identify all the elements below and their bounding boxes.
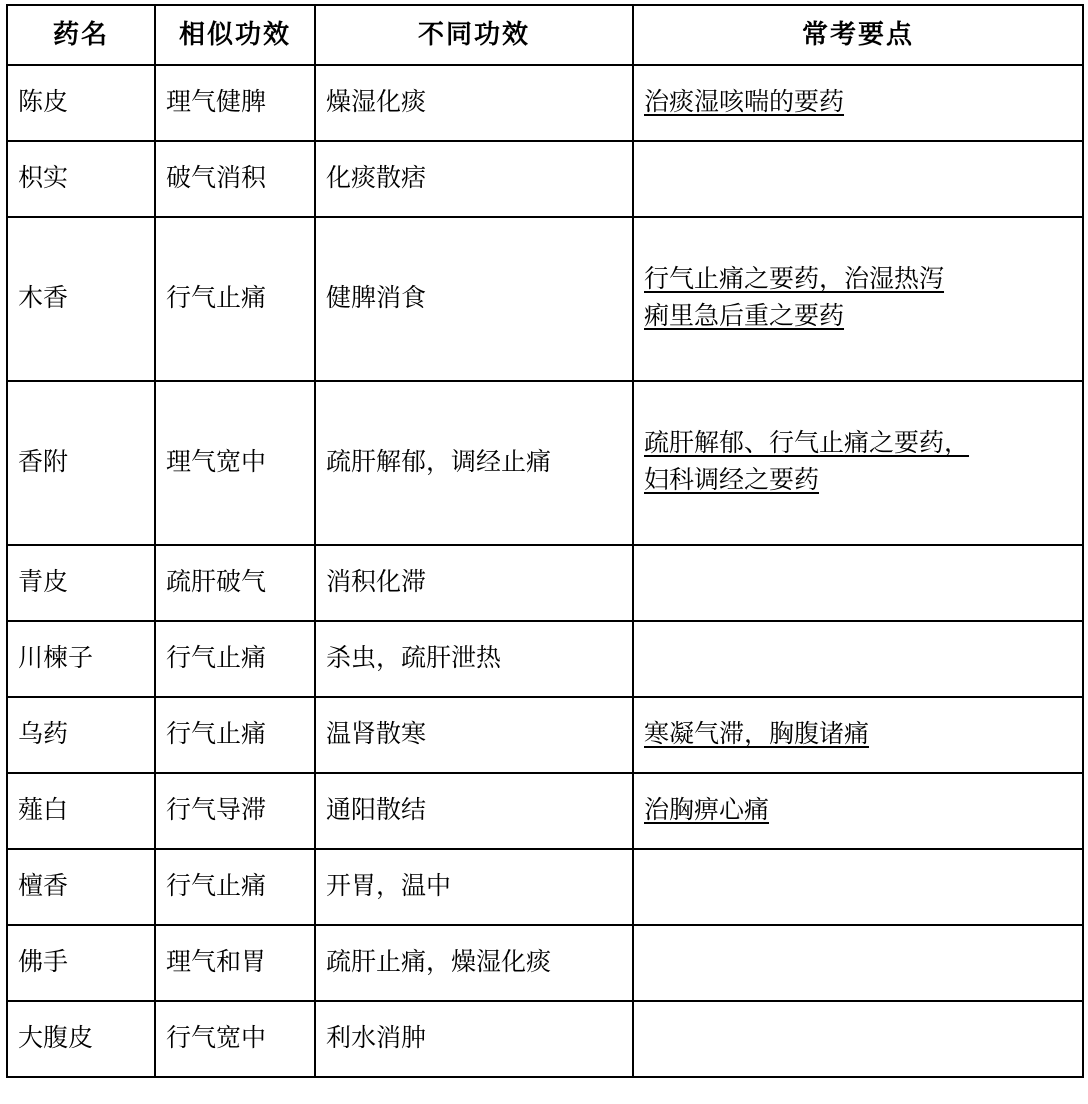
cell-key-points <box>633 1001 1083 1077</box>
key-point-text: 行气止痛之要药，治湿热泻 <box>644 266 945 294</box>
cell-similar-effect: 行气导滞 <box>155 773 315 849</box>
cell-similar-effect: 理气和胃 <box>155 925 315 1001</box>
cell-different-effect: 燥湿化痰 <box>315 65 633 141</box>
cell-drug-name: 薤白 <box>7 773 155 849</box>
key-point-text: 疏肝解郁、行气止痛之要药， <box>644 430 970 458</box>
drug-comparison-table <box>6 4 1084 1078</box>
header-row <box>7 5 1083 65</box>
cell-different-effect: 通阳散结 <box>315 773 633 849</box>
table-body <box>7 65 1083 1077</box>
cell-drug-name: 川楝子 <box>7 621 155 697</box>
cell-drug-name: 乌药 <box>7 697 155 773</box>
cell-similar-effect: 疏肝破气 <box>155 545 315 621</box>
cell-similar-effect: 行气止痛 <box>155 849 315 925</box>
cell-drug-name: 佛手 <box>7 925 155 1001</box>
cell-key-points <box>633 925 1083 1001</box>
key-point-text: 治胸痹心痛 <box>644 796 770 824</box>
cell-similar-effect: 理气健脾 <box>155 65 315 141</box>
cell-different-effect: 健脾消食 <box>315 217 633 381</box>
cell-similar-effect: 破气消积 <box>155 141 315 217</box>
column-header-similar: 相似功效 <box>155 5 315 65</box>
cell-key-points <box>633 621 1083 697</box>
cell-drug-name: 大腹皮 <box>7 1001 155 1077</box>
table-row <box>7 381 1083 545</box>
table-row <box>7 65 1083 141</box>
cell-drug-name: 香附 <box>7 381 155 545</box>
cell-similar-effect: 行气止痛 <box>155 697 315 773</box>
cell-key-points <box>633 773 1083 849</box>
table-row <box>7 1001 1083 1077</box>
cell-key-points <box>633 545 1083 621</box>
cell-different-effect: 温肾散寒 <box>315 697 633 773</box>
cell-key-points <box>633 697 1083 773</box>
cell-different-effect: 疏肝止痛，燥湿化痰 <box>315 925 633 1001</box>
column-header-name: 药名 <box>7 5 155 65</box>
cell-different-effect: 疏肝解郁，调经止痛 <box>315 381 633 545</box>
cell-drug-name: 枳实 <box>7 141 155 217</box>
cell-different-effect: 开胃，温中 <box>315 849 633 925</box>
cell-drug-name: 檀香 <box>7 849 155 925</box>
column-header-key: 常考要点 <box>633 5 1083 65</box>
table-row <box>7 217 1083 381</box>
cell-similar-effect: 理气宽中 <box>155 381 315 545</box>
key-point-text: 寒凝气滞，胸腹诸痛 <box>644 720 870 748</box>
cell-different-effect: 化痰散痞 <box>315 141 633 217</box>
cell-drug-name: 青皮 <box>7 545 155 621</box>
cell-key-points <box>633 217 1083 381</box>
table-row <box>7 849 1083 925</box>
key-point-text: 痢里急后重之要药 <box>644 302 845 330</box>
table-row <box>7 925 1083 1001</box>
column-header-different: 不同功效 <box>315 5 633 65</box>
cell-key-points <box>633 65 1083 141</box>
cell-different-effect: 消积化滞 <box>315 545 633 621</box>
key-point-text: 治痰湿咳喘的要药 <box>644 88 845 116</box>
table-row <box>7 141 1083 217</box>
key-point-text: 妇科调经之要药 <box>644 466 820 494</box>
table-row <box>7 697 1083 773</box>
cell-key-points <box>633 381 1083 545</box>
cell-similar-effect: 行气宽中 <box>155 1001 315 1077</box>
cell-different-effect: 杀虫，疏肝泄热 <box>315 621 633 697</box>
cell-similar-effect: 行气止痛 <box>155 217 315 381</box>
cell-key-points <box>633 141 1083 217</box>
cell-different-effect: 利水消肿 <box>315 1001 633 1077</box>
cell-drug-name: 木香 <box>7 217 155 381</box>
table-header <box>7 5 1083 65</box>
table-row <box>7 621 1083 697</box>
table-row <box>7 773 1083 849</box>
table-row <box>7 545 1083 621</box>
cell-drug-name: 陈皮 <box>7 65 155 141</box>
cell-key-points <box>633 849 1083 925</box>
cell-similar-effect: 行气止痛 <box>155 621 315 697</box>
